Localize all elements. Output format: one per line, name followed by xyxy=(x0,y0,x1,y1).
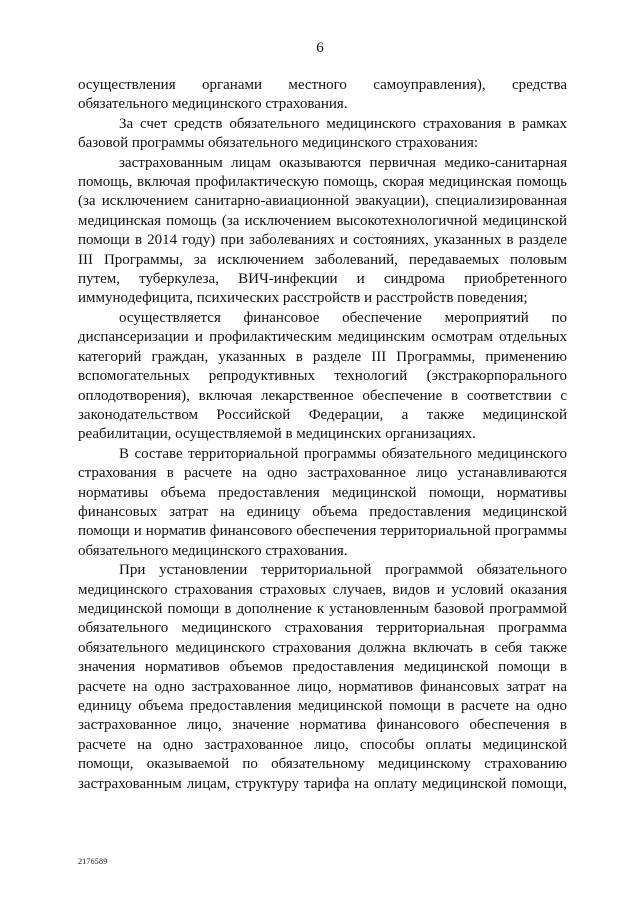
paragraph-insured-care: застрахованным лицам оказываются первичная медико-санитарная помощь, включая профилактическую помощь, скорая медицинская помощь (за исключением санитарно-авиационной эвакуации), специализированная медицинская помощь (за исключением высокотехнологичной медицинской помощи в 2014 году) при заболеваниях и состояниях, указанных в разделе III Программы, за исключением заболеваний, передаваемых половым путем, туберкулеза, ВИЧ-инфекции и синдрома приобретенного иммунодефицита, психических расстройств и расстройств поведения; xyxy=(78,154,567,307)
document-body xyxy=(78,76,567,794)
paragraph-territorial-norms: В составе территориальной программы обязательного медицинского страхования в расчете на одно застрахованное лицо устанавливаются нормативы объема предоставления медицинской помощи, нормативы финансовых затрат на единицу объема предоставления медицинской помощи и норматив финансового обеспечения территориальной программы обязательного медицинского страхования. xyxy=(78,445,567,559)
paragraph-territorial-additions: При установлении территориальной программой обязательного медицинского страхования страховых случаев, видов и условий оказания медицинской помощи в дополнение к установленным базовой программой обязательного медицинского страхования территориальная программа обязательного медицинского страхования должна включать в себя также значения нормативов объемов предоставления медицинской помощи в расчете на одно застрахованное лицо, нормативов финансовых затрат на единицу объема предоставления медицинской помощи в расчете на одно застрахованное лицо, значение норматива финансового обеспечения в расчете на одно застрахованное лицо, способы оплаты медицинской помощи, оказываемой по обязательному медицинскому страхованию застрахованным лицам, структуру тарифа на оплату медицинской помощи, xyxy=(78,562,567,792)
document-code: 2176589 xyxy=(78,857,108,866)
paragraph-oms-intro: За счет средств обязательного медицинского страхования в рамках базовой программы обязательного медицинского страхования: xyxy=(78,115,567,152)
paragraph-continuation: осуществления органами местного самоуправления), средства обязательного медицинского страхования. xyxy=(78,77,567,113)
paragraph-financing: осуществляется финансовое обеспечение мероприятий по диспансеризации и профилактическим медицинским осмотрам отдельных категорий граждан, указанных в разделе III Программы, применению вспомогательных репродуктивных технологий (экстракорпорального оплодотворения), включая лекарственное обеспечение в соответствии с законодательством Российской Федерации, а также медицинской реабилитации, осуществляемой в медицинских организациях. xyxy=(78,309,567,443)
page-number: 6 xyxy=(316,40,324,56)
